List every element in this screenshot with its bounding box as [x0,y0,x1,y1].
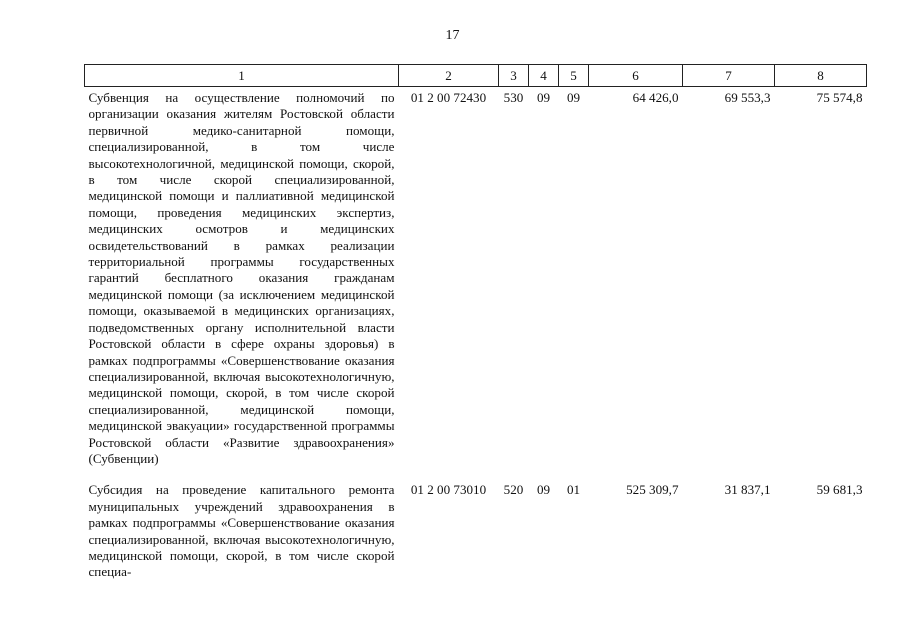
column-header-1: 1 [85,65,399,87]
row-col-4: 09 [536,482,551,498]
table-row [85,87,867,480]
row-description: Субвенция на осуществление полномочий по организации оказания жителям Ростовской области первичной медико-санитарной помощи, специализированной, в том числе высокотехнологичной, медицинской помощи, скорой, в том числе скорой специализированной, медицинской помощи и паллиативной медицинской помощи, проведения медицинских экспертиз, медицинских осмотров и медицинских освидетельствований в рамках реализации территориальной программы государственных гарантий бесплатного оказания гражданам медицинской помощи (за исключением медицинской помощи, оказываемой в медицинских организациях, подведомственных органу исполнительной власти Ростовской области в сфере охраны здоровья) в рамках подпрограммы «Совершенствование оказания специализированной, включая высокотехнологичную, медицинской помощи, скорой, в том числе скорой специализированной, медицинской помощи, медицинской эвакуации» государственной программы Ростовской области «Развитие здравоохранения» (Субвенции) [88,90,395,466]
column-header-6: 6 [589,65,683,87]
row-col-4: 09 [536,90,551,105]
column-header-7: 7 [683,65,775,87]
row-col-3: 530 [503,90,524,105]
row-col-3: 520 [503,482,524,498]
row-code: 01 2 00 72430 [410,90,487,105]
header-row [85,65,867,87]
row-description: Субсидия на проведение капитального ремонта муниципальных учреждений здравоохранения в рамках подпрограммы «Совершенствование оказания специализированной, включая высокотехнологичную, медицинской помощи, скорой, в том числе скорой специа- [88,482,395,580]
row-col-6: 64 426,0 [632,90,679,105]
row-col-7: 69 553,3 [724,90,771,105]
column-header-8: 8 [775,65,867,87]
row-col-8: 59 681,3 [816,482,863,498]
row-code: 01 2 00 73010 [410,482,487,498]
row-col-8: 75 574,8 [816,90,863,105]
table-row [85,479,867,592]
column-header-3: 3 [499,65,529,87]
budget-table [84,64,867,593]
column-header-5: 5 [559,65,589,87]
row-col-5: 09 [566,90,581,105]
row-col-5: 01 [566,482,581,498]
row-col-6: 525 309,7 [626,482,679,498]
column-header-4: 4 [529,65,559,87]
column-header-2: 2 [399,65,499,87]
page-number: 17 [445,28,460,43]
row-col-7: 31 837,1 [724,482,771,498]
